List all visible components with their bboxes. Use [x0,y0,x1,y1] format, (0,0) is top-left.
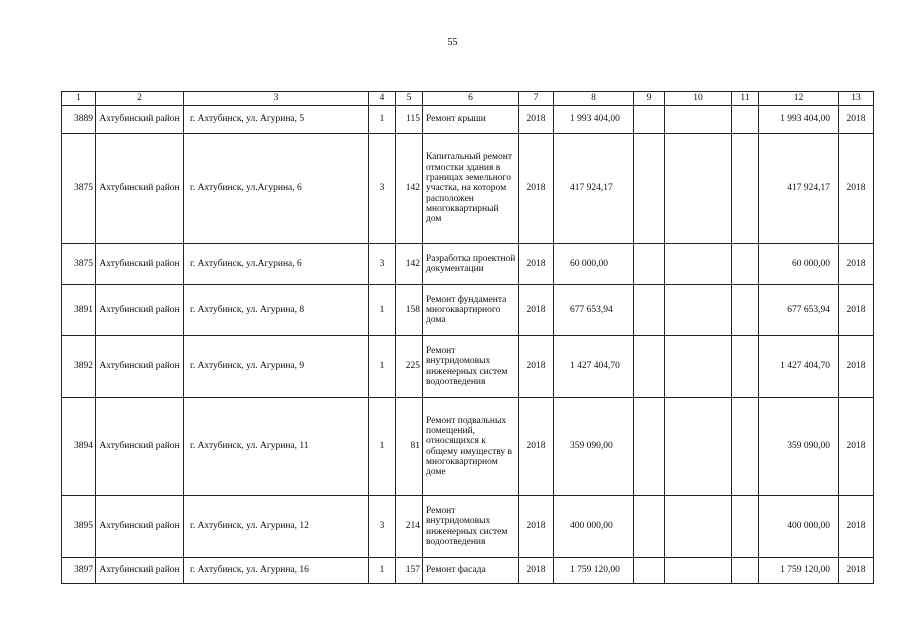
column-header: 2 [96,92,184,106]
work-type: Ремонт фундамента многоквартирного дома [423,285,519,336]
cell-col11 [732,244,759,285]
amount-total: 1 759 120,00 [759,558,839,584]
address: г. Ахтубинск, ул. Агурина, 5 [184,106,369,134]
district: Ахтубинский район [96,106,184,134]
completion-year: 2018 [839,106,874,134]
cell-col5: 81 [396,398,423,496]
amount: 677 653,94 [554,285,634,336]
address: г. Ахтубинск, ул. Агурина, 16 [184,558,369,584]
cell-col4: 1 [369,398,396,496]
table-row [62,285,874,336]
work-type: Ремонт подвальных помещений, относящихся к общему имуществу в многоквартирном доме [423,398,519,496]
table-row [62,244,874,285]
cell-col4: 1 [369,558,396,584]
repair-program-table [61,91,874,584]
amount-total: 677 653,94 [759,285,839,336]
cell-col10 [665,558,732,584]
completion-year: 2018 [839,336,874,398]
cell-col10 [665,398,732,496]
work-type: Ремонт фасада [423,558,519,584]
year: 2018 [519,244,554,285]
cell-col4: 1 [369,336,396,398]
column-header: 7 [519,92,554,106]
table-row [62,558,874,584]
column-header: 12 [759,92,839,106]
completion-year: 2018 [839,244,874,285]
cell-col5: 142 [396,134,423,244]
row-id: 3892 [62,336,96,398]
cell-col9 [634,558,665,584]
column-header: 10 [665,92,732,106]
amount: 359 090,00 [554,398,634,496]
amount: 1 759 120,00 [554,558,634,584]
cell-col10 [665,496,732,558]
column-header: 4 [369,92,396,106]
amount: 417 924,17 [554,134,634,244]
column-header: 11 [732,92,759,106]
row-id: 3875 [62,244,96,285]
address: г. Ахтубинск, ул. Агурина, 9 [184,336,369,398]
row-id: 3894 [62,398,96,496]
cell-col11 [732,134,759,244]
amount-total: 60 000,00 [759,244,839,285]
row-id: 3889 [62,106,96,134]
cell-col11 [732,336,759,398]
cell-col4: 3 [369,134,396,244]
cell-col10 [665,134,732,244]
district: Ахтубинский район [96,398,184,496]
column-header: 9 [634,92,665,106]
work-type: Ремонт крыши [423,106,519,134]
amount: 60 000,00 [554,244,634,285]
table-row [62,134,874,244]
cell-col5: 115 [396,106,423,134]
address: г. Ахтубинск, ул.Агурина, 6 [184,244,369,285]
row-id: 3891 [62,285,96,336]
completion-year: 2018 [839,558,874,584]
amount: 400 000,00 [554,496,634,558]
cell-col4: 1 [369,285,396,336]
page-number: 55 [447,37,458,48]
column-number-row [62,92,874,106]
address: г. Ахтубинск, ул. Агурина, 12 [184,496,369,558]
table-row [62,106,874,134]
completion-year: 2018 [839,285,874,336]
work-type: Ремонт внутридомовых инженерных систем водоотведения [423,336,519,398]
cell-col10 [665,285,732,336]
row-id: 3897 [62,558,96,584]
year: 2018 [519,285,554,336]
cell-col9 [634,496,665,558]
address: г. Ахтубинск, ул. Агурина, 8 [184,285,369,336]
cell-col9 [634,244,665,285]
year: 2018 [519,398,554,496]
column-header: 3 [184,92,369,106]
work-type: Капитальный ремонт отмостки здания в границах земельного участка, на котором расположен многоквартирный дом [423,134,519,244]
amount-total: 359 090,00 [759,398,839,496]
amount-total: 400 000,00 [759,496,839,558]
cell-col10 [665,106,732,134]
cell-col9 [634,134,665,244]
amount-total: 1 993 404,00 [759,106,839,134]
row-id: 3895 [62,496,96,558]
cell-col5: 158 [396,285,423,336]
cell-col11 [732,558,759,584]
district: Ахтубинский район [96,558,184,584]
district: Ахтубинский район [96,336,184,398]
amount: 1 993 404,00 [554,106,634,134]
address: г. Ахтубинск, ул. Агурина, 11 [184,398,369,496]
work-type: Разработка проектной документации [423,244,519,285]
address: г. Ахтубинск, ул.Агурина, 6 [184,134,369,244]
year: 2018 [519,336,554,398]
cell-col9 [634,336,665,398]
row-id: 3875 [62,134,96,244]
cell-col10 [665,244,732,285]
cell-col11 [732,496,759,558]
amount: 1 427 404,70 [554,336,634,398]
cell-col5: 142 [396,244,423,285]
amount-total: 1 427 404,70 [759,336,839,398]
district: Ахтубинский район [96,134,184,244]
cell-col5: 225 [396,336,423,398]
completion-year: 2018 [839,496,874,558]
cell-col9 [634,398,665,496]
cell-col9 [634,285,665,336]
completion-year: 2018 [839,398,874,496]
table-row [62,336,874,398]
cell-col5: 157 [396,558,423,584]
cell-col4: 1 [369,106,396,134]
column-header: 6 [423,92,519,106]
work-type: Ремонт внутридомовых инженерных систем водоотведения [423,496,519,558]
column-header: 1 [62,92,96,106]
column-header: 5 [396,92,423,106]
year: 2018 [519,558,554,584]
cell-col4: 3 [369,496,396,558]
year: 2018 [519,106,554,134]
cell-col11 [732,398,759,496]
year: 2018 [519,134,554,244]
completion-year: 2018 [839,134,874,244]
year: 2018 [519,496,554,558]
cell-col11 [732,106,759,134]
column-header: 8 [554,92,634,106]
district: Ахтубинский район [96,285,184,336]
table-row [62,496,874,558]
cell-col4: 3 [369,244,396,285]
cell-col11 [732,285,759,336]
district: Ахтубинский район [96,496,184,558]
column-header: 13 [839,92,874,106]
district: Ахтубинский район [96,244,184,285]
table-row [62,398,874,496]
amount-total: 417 924,17 [759,134,839,244]
cell-col10 [665,336,732,398]
cell-col9 [634,106,665,134]
cell-col5: 214 [396,496,423,558]
